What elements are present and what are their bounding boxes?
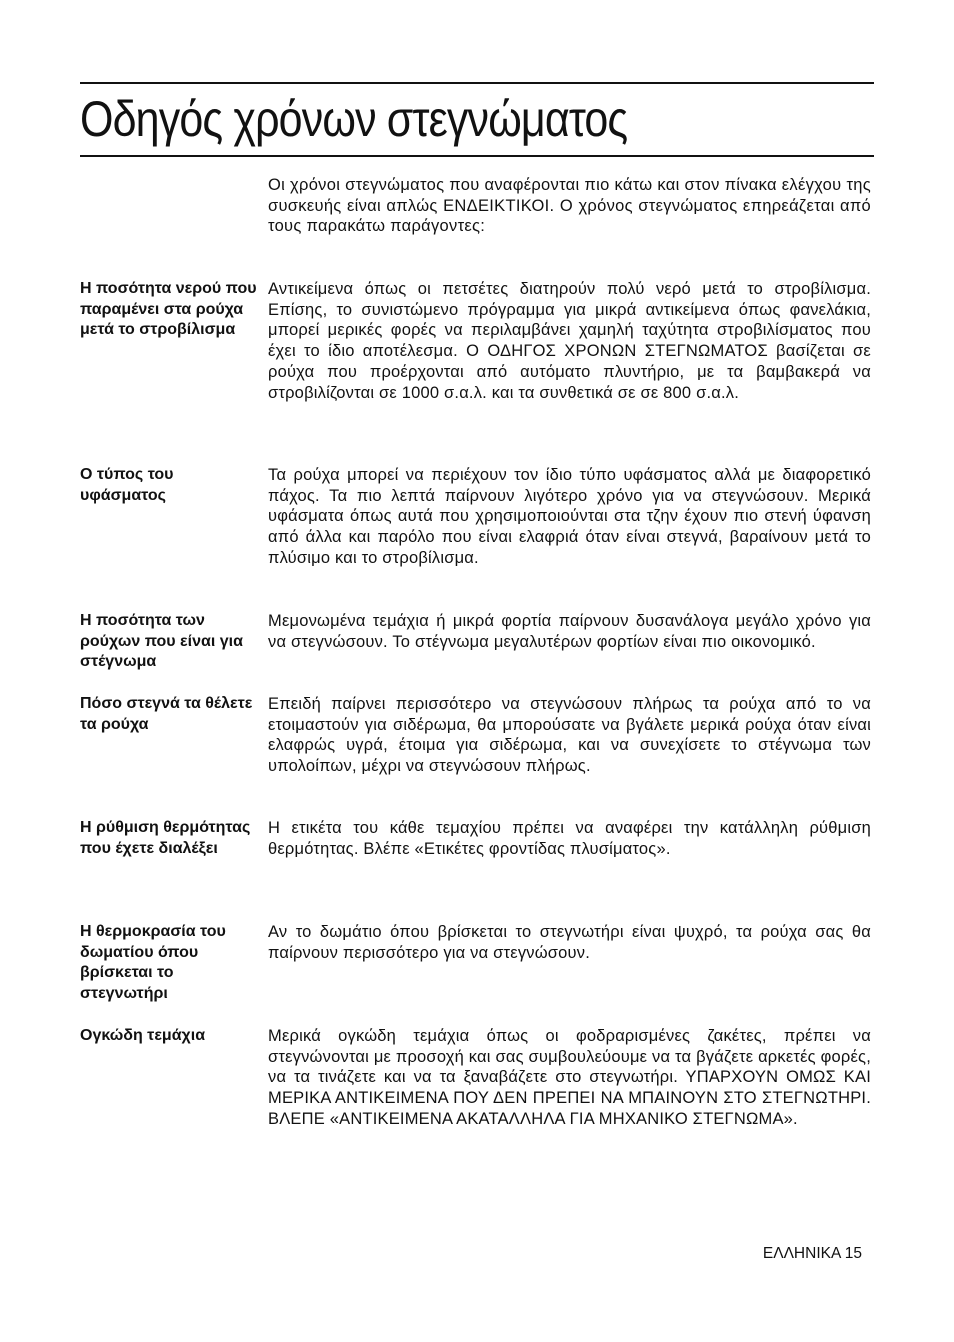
section-label: Η ρύθμιση θερμότητας που έχετε διαλέξει xyxy=(80,819,251,857)
section-label: Πόσο στεγνά τα θέλετε τα ρούχα xyxy=(80,695,253,733)
section-text: Επειδή παίρνει περισσότερο να στεγνώσουν πλήρως τα ρούχα από το να ετοιμαστούν για σιδέρωμα, θα μπορούσατε να βγάλετε μερικά ρούχα όταν είναι ελαφρώς υγρά, έτοιμα για σιδέρωμα, και να συνεχίσετε το στέγνωμα των υπολοίπων, μέχρι να στεγνώσουν πλήρως. xyxy=(268,695,871,776)
intro-paragraph: Οι χρόνοι στεγνώματος που αναφέρονται πιο κάτω και στον πίνακα ελέγχου της συσκευής είναι απλώς ΕΝΔΕΙΚΤΙΚΟΙ. Ο χρόνος στεγνώματος επηρεάζεται από τους παρακάτω παράγοντες: xyxy=(268,176,871,236)
section-text: Μεμονωμένα τεμάχια ή μικρά φορτία παίρνουν δυσανάλογα μεγάλο χρόνο για να στεγνώσουν. Το στέγνωμα μεγαλυτέρων φορτίων είναι πιο οικονομικό. xyxy=(268,612,871,651)
page-title: Οδηγός χρόνων στεγνώματος xyxy=(80,91,628,147)
title-rule-top xyxy=(80,82,874,84)
section-text: Μερικά ογκώδη τεμάχια όπως οι φοδραρισμένες ζακέτες, πρέπει να στεγνώνονται με προσοχή και σας συμβουλεύουμε να τα βγάζετε αρκετές φορές, να τα τινάζετε και να τα ξαναβάζετε στο στεγνωτήρι. ΥΠΑΡΧΟΥΝ ΟΜΩΣ ΚΑΙ ΜΕΡΙΚΑ ΑΝΤΙΚΕΙΜΕΝΑ ΠΟΥ ΔΕΝ ΠΡΕΠΕΙ ΝΑ ΜΠΑΙΝΟΥΝ ΣΤΟ ΣΤΕΓΝΩΤΗΡΙ. ΒΛΕΠΕ «ΑΝΤΙΚΕΙΜΕΝΑ ΑΚΑΤΑΛΛΗΛΑ ΓΙΑ ΜΗΧΑΝΙΚΟ ΣΤΕΓΝΩΜΑ». xyxy=(268,1027,871,1128)
section-label: Η ποσότητα των ρούχων που είναι για στέγνωμα xyxy=(80,612,243,671)
section-text: Αντικείμενα όπως οι πετσέτες διατηρούν πολύ νερό μετά το στροβίλισμα. Επίσης, το συνιστώμενο πρόγραμμα για μικρά αντικείμενα όπως φανελάκια, μπορεί μερικές φορές να περιλαμβάνει χαμηλή ταχύτητα στροβιλίσματος που έχει το ίδιο αποτέλεσμα. Ο ΟΔΗΓΟΣ ΧΡΟΝΩΝ ΣΤΕΓΝΩΜΑΤΟΣ βασίζεται σε ρούχα που προέρχονται από αυτόματο πλυντήριο, με τα βαμβακερά να στροβιλίζονται σε 1000 σ.α.λ. και τα συνθετικά σε σε 800 σ.α.λ. xyxy=(268,280,871,402)
section-label: Η θερμοκρασία του δωματίου όπου βρίσκεται το στεγνωτήρι xyxy=(80,923,226,1003)
section-label: Ογκώδη τεμάχια xyxy=(80,1027,206,1044)
section-text: Αν το δωμάτιο όπου βρίσκεται το στεγνωτήρι είναι ψυχρό, τα ρούχα σας θα παίρνουν περισσότερο για να στεγνώσουν. xyxy=(268,923,871,962)
section-text: Η ετικέτα του κάθε τεμαχίου πρέπει να αναφέρει την κατάλληλη ρύθμιση θερμότητας. Βλέπε «Ετικέτες φροντίδας πλυσίματος». xyxy=(268,819,871,858)
title-rule-bottom xyxy=(80,155,874,157)
page-footer: ΕΛΛΗΝΙΚΑ 15 xyxy=(762,1245,862,1262)
section-label: Η ποσότητα νερού που παραμένει στα ρούχα μετά το στροβίλισμα xyxy=(80,280,257,339)
section-text: Τα ρούχα μπορεί να περιέχουν τον ίδιο τύπο υφάσματος αλλά με διαφορετικό πάχος. Τα πιο λεπτά παίρνουν λιγότερο χρόνο για να στεγνώσουν. Μερικά υφάσματα όπως αυτά που χρησιμοποιούνται στα τζην έχουν πιο στενή ύφανση από άλλα και παρόλο που είναι ελαφριά όταν είναι στεγνά, βαραίνουν μετά το πλύσιμο και το στροβίλισμα. xyxy=(268,466,871,567)
section-label: Ο τύπος του υφάσματος xyxy=(80,466,174,504)
